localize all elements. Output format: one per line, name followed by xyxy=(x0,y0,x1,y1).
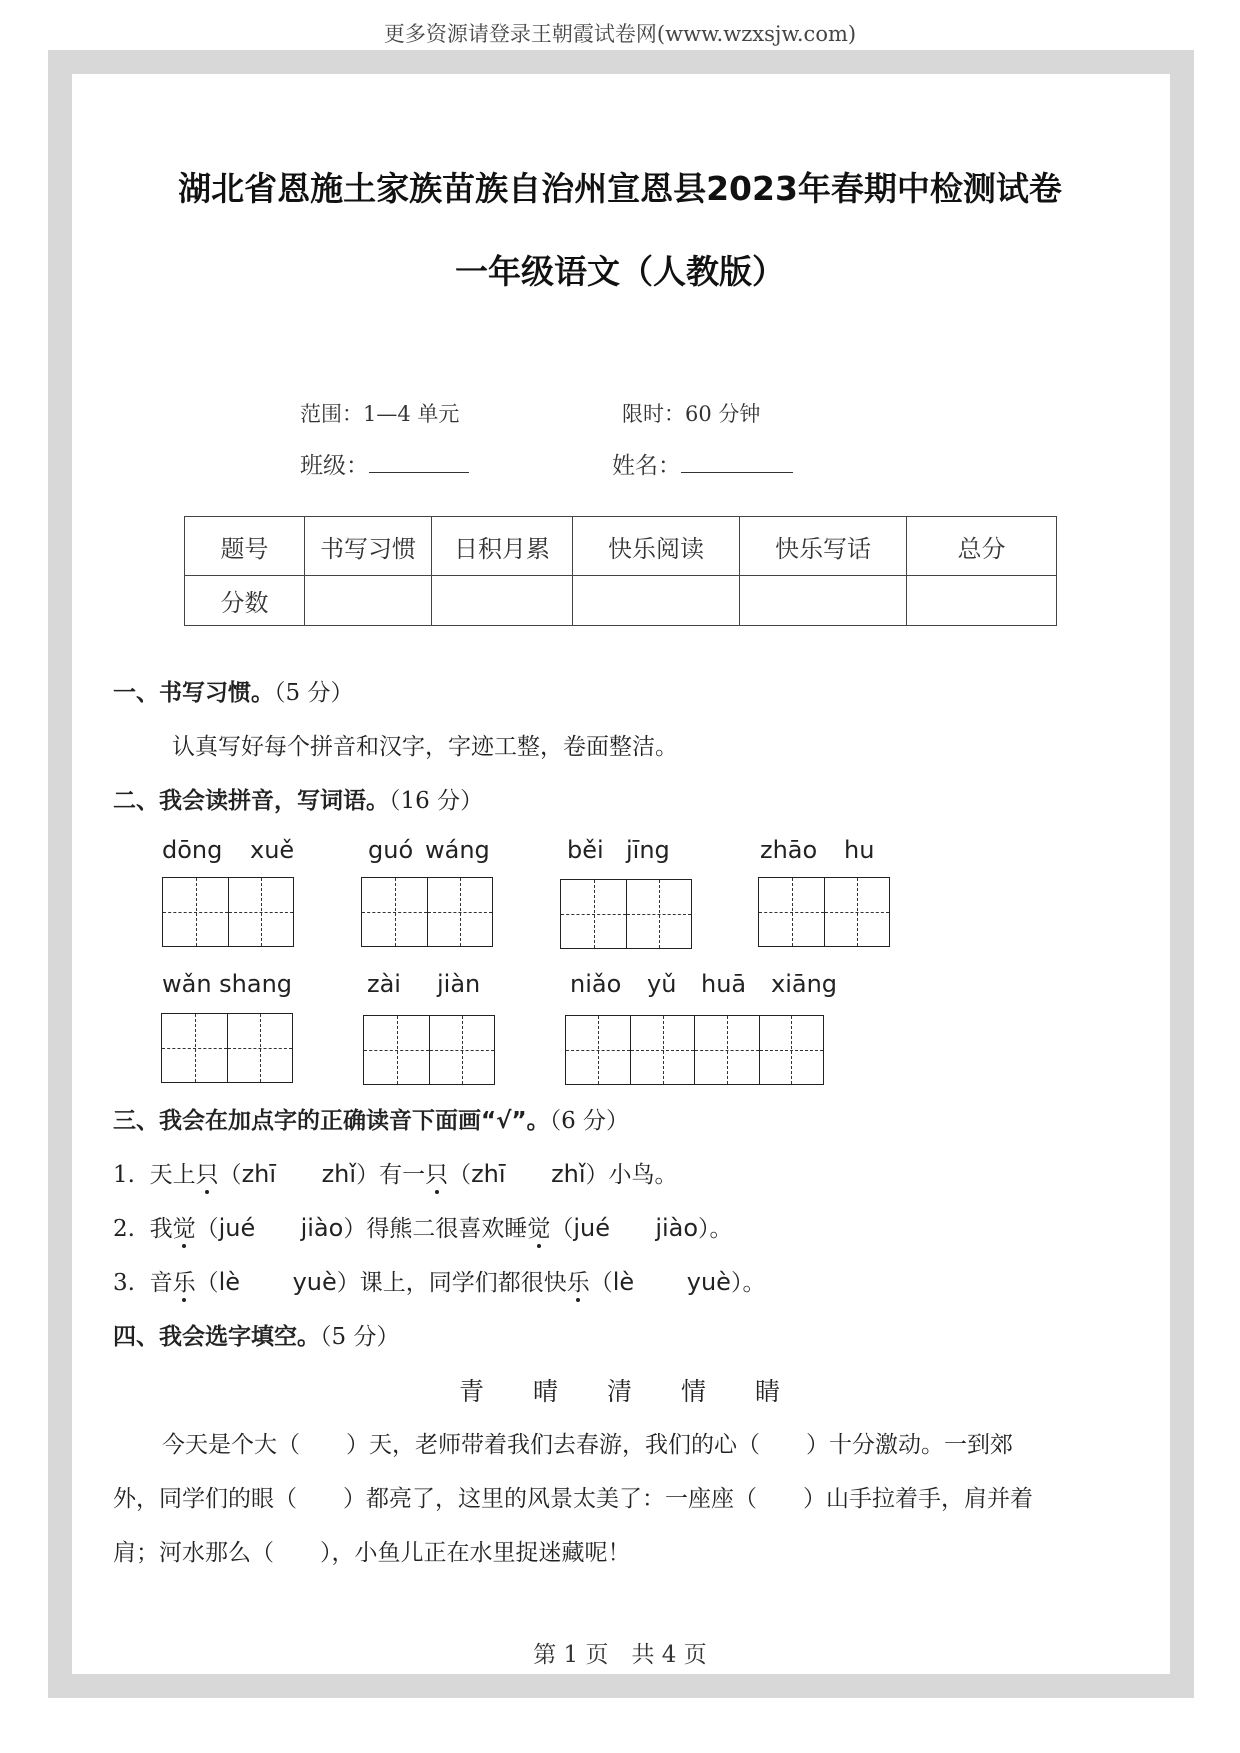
dotted-char: 只 xyxy=(195,1162,219,1188)
pinyin: běi xyxy=(567,836,604,864)
tianzige-answer-box[interactable] xyxy=(361,877,493,947)
tianzige-answer-box[interactable] xyxy=(560,879,692,949)
pinyin: wǎn shang xyxy=(162,970,293,998)
pinyin: wáng xyxy=(425,836,490,864)
pinyin-option[interactable]: zhǐ xyxy=(551,1160,586,1188)
tianzige-answer-box[interactable] xyxy=(363,1015,495,1085)
choice-char: 清 xyxy=(607,1377,633,1406)
fill-paragraph-line: 肩；河水那么（ ），小鱼儿正在水里捉迷藏呢！ xyxy=(113,1540,631,1566)
score-header-cell: 快乐写话 xyxy=(740,517,907,576)
question-text: ）得熊二很喜欢睡 xyxy=(343,1216,528,1242)
section-4-title: 四、我会选字填空。 xyxy=(113,1324,320,1350)
question-text: ）。 xyxy=(698,1216,733,1242)
pinyin-option[interactable]: jué xyxy=(218,1214,256,1242)
paren: （ xyxy=(448,1162,472,1188)
score-table xyxy=(184,516,1057,626)
exam-range: 范围：1—4 单元 xyxy=(300,402,460,426)
class-label: 班级： xyxy=(300,453,369,479)
score-cell[interactable] xyxy=(432,576,573,626)
score-header-cell: 书写习惯 xyxy=(305,517,432,576)
section-1-points: （5 分） xyxy=(274,680,354,706)
tianzige-answer-box[interactable] xyxy=(758,877,890,947)
pinyin-option[interactable]: yuè xyxy=(686,1268,731,1296)
score-table-score-row xyxy=(185,576,1057,626)
choice-char: 晴 xyxy=(533,1377,559,1406)
section-4-heading xyxy=(113,1318,399,1351)
tianzige-answer-box[interactable] xyxy=(565,1015,824,1085)
section-1-text: 认真写好每个拼音和汉字，字迹工整，卷面整洁。 xyxy=(172,734,678,760)
question-number: 1. xyxy=(113,1162,135,1188)
pinyin-option[interactable]: lè xyxy=(218,1268,241,1296)
question-text: ）。 xyxy=(730,1270,766,1296)
choice-char: 睛 xyxy=(755,1377,781,1406)
question-text: 天上 xyxy=(149,1162,196,1188)
pinyin: guó xyxy=(368,836,414,864)
pinyin-option[interactable]: jiào xyxy=(655,1214,699,1242)
question-text: 音 xyxy=(149,1270,173,1296)
score-header-cell: 快乐阅读 xyxy=(573,517,740,576)
section-1-title: 一、书写习惯。 xyxy=(113,680,274,706)
class-field[interactable] xyxy=(300,447,469,480)
dotted-char: 乐 xyxy=(566,1270,590,1296)
question-text: 我 xyxy=(149,1216,173,1242)
tianzige-answer-box[interactable] xyxy=(161,1013,293,1083)
pinyin: zài xyxy=(367,970,401,998)
name-blank[interactable] xyxy=(681,452,793,473)
pinyin: jīng xyxy=(626,836,670,864)
pinyin-option[interactable]: zhī xyxy=(241,1160,277,1188)
question-text: ）小鸟。 xyxy=(585,1162,678,1188)
pinyin-option[interactable]: zhǐ xyxy=(321,1160,357,1188)
pinyin: huā xyxy=(701,970,747,998)
name-field[interactable] xyxy=(612,447,793,480)
section-4-points: （5 分） xyxy=(320,1324,400,1350)
section-2-points: （16 分） xyxy=(389,788,484,814)
pinyin-option[interactable]: lè xyxy=(612,1268,635,1296)
pinyin: jiàn xyxy=(437,970,481,998)
pinyin: xuě xyxy=(250,836,295,864)
pinyin-option[interactable]: zhī xyxy=(471,1160,506,1188)
question-text: ）课上，同学们都很快 xyxy=(336,1270,567,1296)
pinyin: dōng xyxy=(162,836,223,864)
section-1-heading xyxy=(113,674,353,707)
pinyin-option[interactable]: jiào xyxy=(300,1214,344,1242)
page-subtitle: 一年级语文（人教版） xyxy=(455,252,785,291)
pinyin: hu xyxy=(844,836,875,864)
fill-paragraph-line: 今天是个大（ ）天，老师带着我们去春游，我们的心（ ）十分激动。一到郊 xyxy=(162,1432,1013,1458)
dotted-char: 觉 xyxy=(172,1216,196,1242)
pinyin: zhāo xyxy=(760,836,818,864)
score-header-cell: 总分 xyxy=(907,517,1057,576)
choice-char: 情 xyxy=(681,1377,707,1406)
dotted-char: 觉 xyxy=(527,1216,551,1242)
score-cell[interactable] xyxy=(740,576,907,626)
question-text: ）有一 xyxy=(356,1162,426,1188)
section-2-title: 二、我会读拼音，写词语。 xyxy=(113,788,389,814)
pinyin: niǎo xyxy=(570,970,622,998)
paren: （ xyxy=(589,1270,613,1296)
pinyin: yǔ xyxy=(647,970,677,998)
dotted-char: 乐 xyxy=(172,1270,196,1296)
question-3-2 xyxy=(113,1210,733,1243)
dotted-char: 只 xyxy=(425,1162,449,1188)
name-label: 姓名： xyxy=(612,453,681,479)
source-line: 更多资源请登录王朝霞试卷网(www.wzxsjw.com) xyxy=(383,22,857,46)
score-header-cell: 日积月累 xyxy=(432,517,573,576)
paren: （ xyxy=(195,1270,219,1296)
class-blank[interactable] xyxy=(369,452,469,473)
pinyin-option[interactable]: jué xyxy=(573,1214,610,1242)
score-header-cell: 题号 xyxy=(185,517,305,576)
tianzige-answer-box[interactable] xyxy=(162,877,294,947)
time-limit: 限时：60 分钟 xyxy=(622,402,761,426)
question-3-3 xyxy=(113,1264,765,1297)
question-number: 3. xyxy=(113,1270,135,1296)
fill-paragraph-line: 外，同学们的眼（ ）都亮了，这里的风景太美了：一座座（ ）山手拉着手，肩并着 xyxy=(113,1486,1033,1512)
page-title: 湖北省恩施土家族苗族自治州宣恩县2023年春期中检测试卷 xyxy=(178,169,1062,208)
score-table-header-row xyxy=(185,517,1057,576)
section-3-points: （6 分） xyxy=(549,1108,630,1134)
score-cell[interactable] xyxy=(573,576,740,626)
paren: （ xyxy=(550,1216,574,1242)
section-3-heading xyxy=(113,1102,629,1135)
page-number: 第 1 页 共 4 页 xyxy=(533,1642,707,1668)
pinyin-option[interactable]: yuè xyxy=(292,1268,337,1296)
paren: （ xyxy=(195,1216,219,1242)
section-3-title: 三、我会在加点字的正确读音下面画“√”。 xyxy=(113,1108,550,1134)
question-3-1 xyxy=(113,1156,678,1189)
score-cell[interactable] xyxy=(907,576,1057,626)
choice-list xyxy=(459,1372,780,1408)
paren: （ xyxy=(218,1162,242,1188)
choice-char: 青 xyxy=(459,1377,485,1406)
score-row-label: 分数 xyxy=(185,576,305,626)
section-2-heading xyxy=(113,782,483,815)
question-number: 2. xyxy=(113,1216,135,1242)
score-cell[interactable] xyxy=(305,576,432,626)
pinyin: xiāng xyxy=(771,970,838,998)
